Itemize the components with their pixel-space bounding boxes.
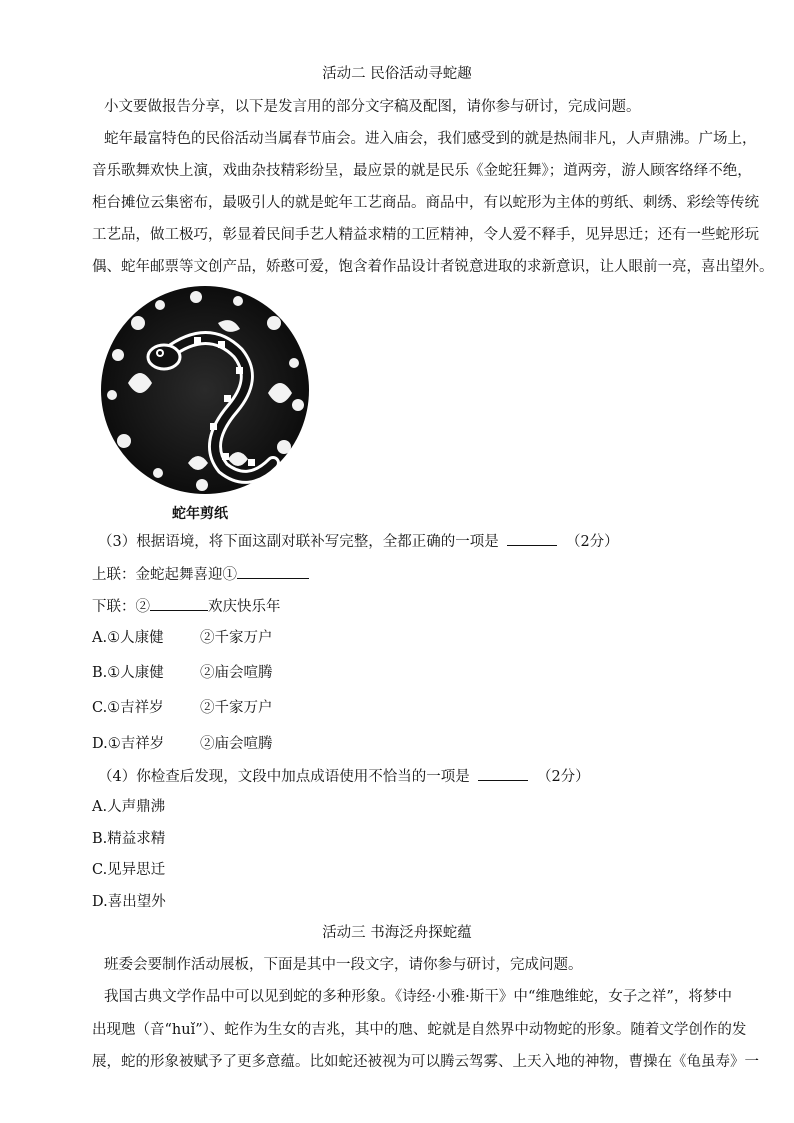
option-part-a: A.①人康健: [92, 630, 164, 646]
option-part-b: ②千家万户: [200, 700, 273, 716]
couplet-lower-prefix: 下联：②: [92, 599, 150, 615]
couplet-upper: [92, 564, 309, 585]
option-part-a: C.①吉祥岁: [92, 700, 164, 716]
activity2-title: 活动二 民俗活动寻蛇趣: [322, 66, 472, 82]
option-part-b: ②庙会喧腾: [200, 736, 273, 752]
couplet-blank-2[interactable]: [150, 596, 208, 611]
q3-option[interactable]: [92, 628, 273, 648]
activity3-title: 活动三 书海泛舟探蛇蕴: [322, 925, 472, 941]
activity2-intro: 小文要做报告分享，以下是发言用的部分文字稿及配图，请你参与研讨，完成问题。: [104, 99, 641, 115]
couplet-lower-suffix: 欢庆快乐年: [208, 599, 281, 615]
q4-option[interactable]: C.见异思迁: [92, 862, 166, 878]
image-caption: 蛇年剪纸: [172, 506, 228, 522]
option-part-a: B.①人康健: [92, 665, 164, 681]
answer-blank[interactable]: [478, 766, 528, 781]
paragraph-line: 展，蛇的形象被赋予了更多意蕴。比如蛇还被视为可以腾云驾雾、上天入地的神物，曹操在《龟虽寿》一: [92, 1054, 759, 1070]
paragraph-line: 我国古典文学作品中可以见到蛇的多种形象。《诗经·小雅·斯干》中“维虺维蛇，女子之祥”，将梦中: [104, 989, 732, 1005]
paragraph-line: 偶、蛇年邮票等文创产品，娇憨可爱，饱含着作品设计者锐意进取的求新意识，让人眼前一亮，喜出望外。: [92, 259, 774, 275]
paragraph-line: 工艺品，做工极巧，彰显着民间手艺人精益求精的工匠精神，令人爱不释手，见异思迁；还有一些蛇形玩: [92, 227, 759, 243]
q4-stem-text: （4）你检查后发现，文段中加点成语使用不恰当的一项是: [98, 769, 470, 785]
option-part-a: D.①吉祥岁: [92, 736, 165, 752]
q4-stem: [98, 766, 590, 787]
q3-score: （2分）: [565, 534, 619, 550]
q3-option[interactable]: [92, 698, 273, 718]
q4-option[interactable]: D.喜出望外: [92, 894, 166, 910]
q3-option[interactable]: [92, 663, 273, 683]
paragraph-line: 柜台摊位云集密布，最吸引人的就是蛇年工艺商品。商品中，有以蛇形为主体的剪纸、刺绣、彩绘等传统: [92, 195, 759, 211]
snake-papercut-image: [98, 283, 313, 498]
option-part-b: ②千家万户: [200, 630, 273, 646]
option-part-b: ②庙会喧腾: [200, 665, 273, 681]
couplet-lower: [92, 596, 281, 617]
couplet-upper-text: 上联：金蛇起舞喜迎①: [92, 567, 237, 583]
q4-score: （2分）: [536, 769, 590, 785]
paragraph-line: 蛇年最富特色的民俗活动当属春节庙会。进入庙会，我们感受到的就是热闹非凡，人声鼎沸。广场上，: [104, 131, 757, 147]
paragraph-line: 音乐歌舞欢快上演，戏曲杂技精彩纷呈，最应景的就是民乐《金蛇狂舞》；道两旁，游人顾客络绎不绝，: [92, 163, 752, 179]
paragraph-line: 出现虺（音“huǐ”）、蛇作为生女的吉兆，其中的虺、蛇就是自然界中动物蛇的形象。随着文学创作的发: [92, 1022, 747, 1038]
q4-option[interactable]: B.精益求精: [92, 831, 166, 847]
q3-stem-text: （3）根据语境，将下面这副对联补写完整，全都正确的一项是: [98, 534, 499, 550]
activity3-intro: 班委会要制作活动展板，下面是其中一段文字，请你参与研讨，完成问题。: [104, 957, 583, 973]
q3-option[interactable]: [92, 734, 273, 754]
couplet-blank-1[interactable]: [237, 564, 309, 579]
q3-stem: [98, 531, 619, 552]
q4-option[interactable]: A.人声鼎沸: [92, 799, 166, 815]
answer-blank[interactable]: [507, 531, 557, 546]
